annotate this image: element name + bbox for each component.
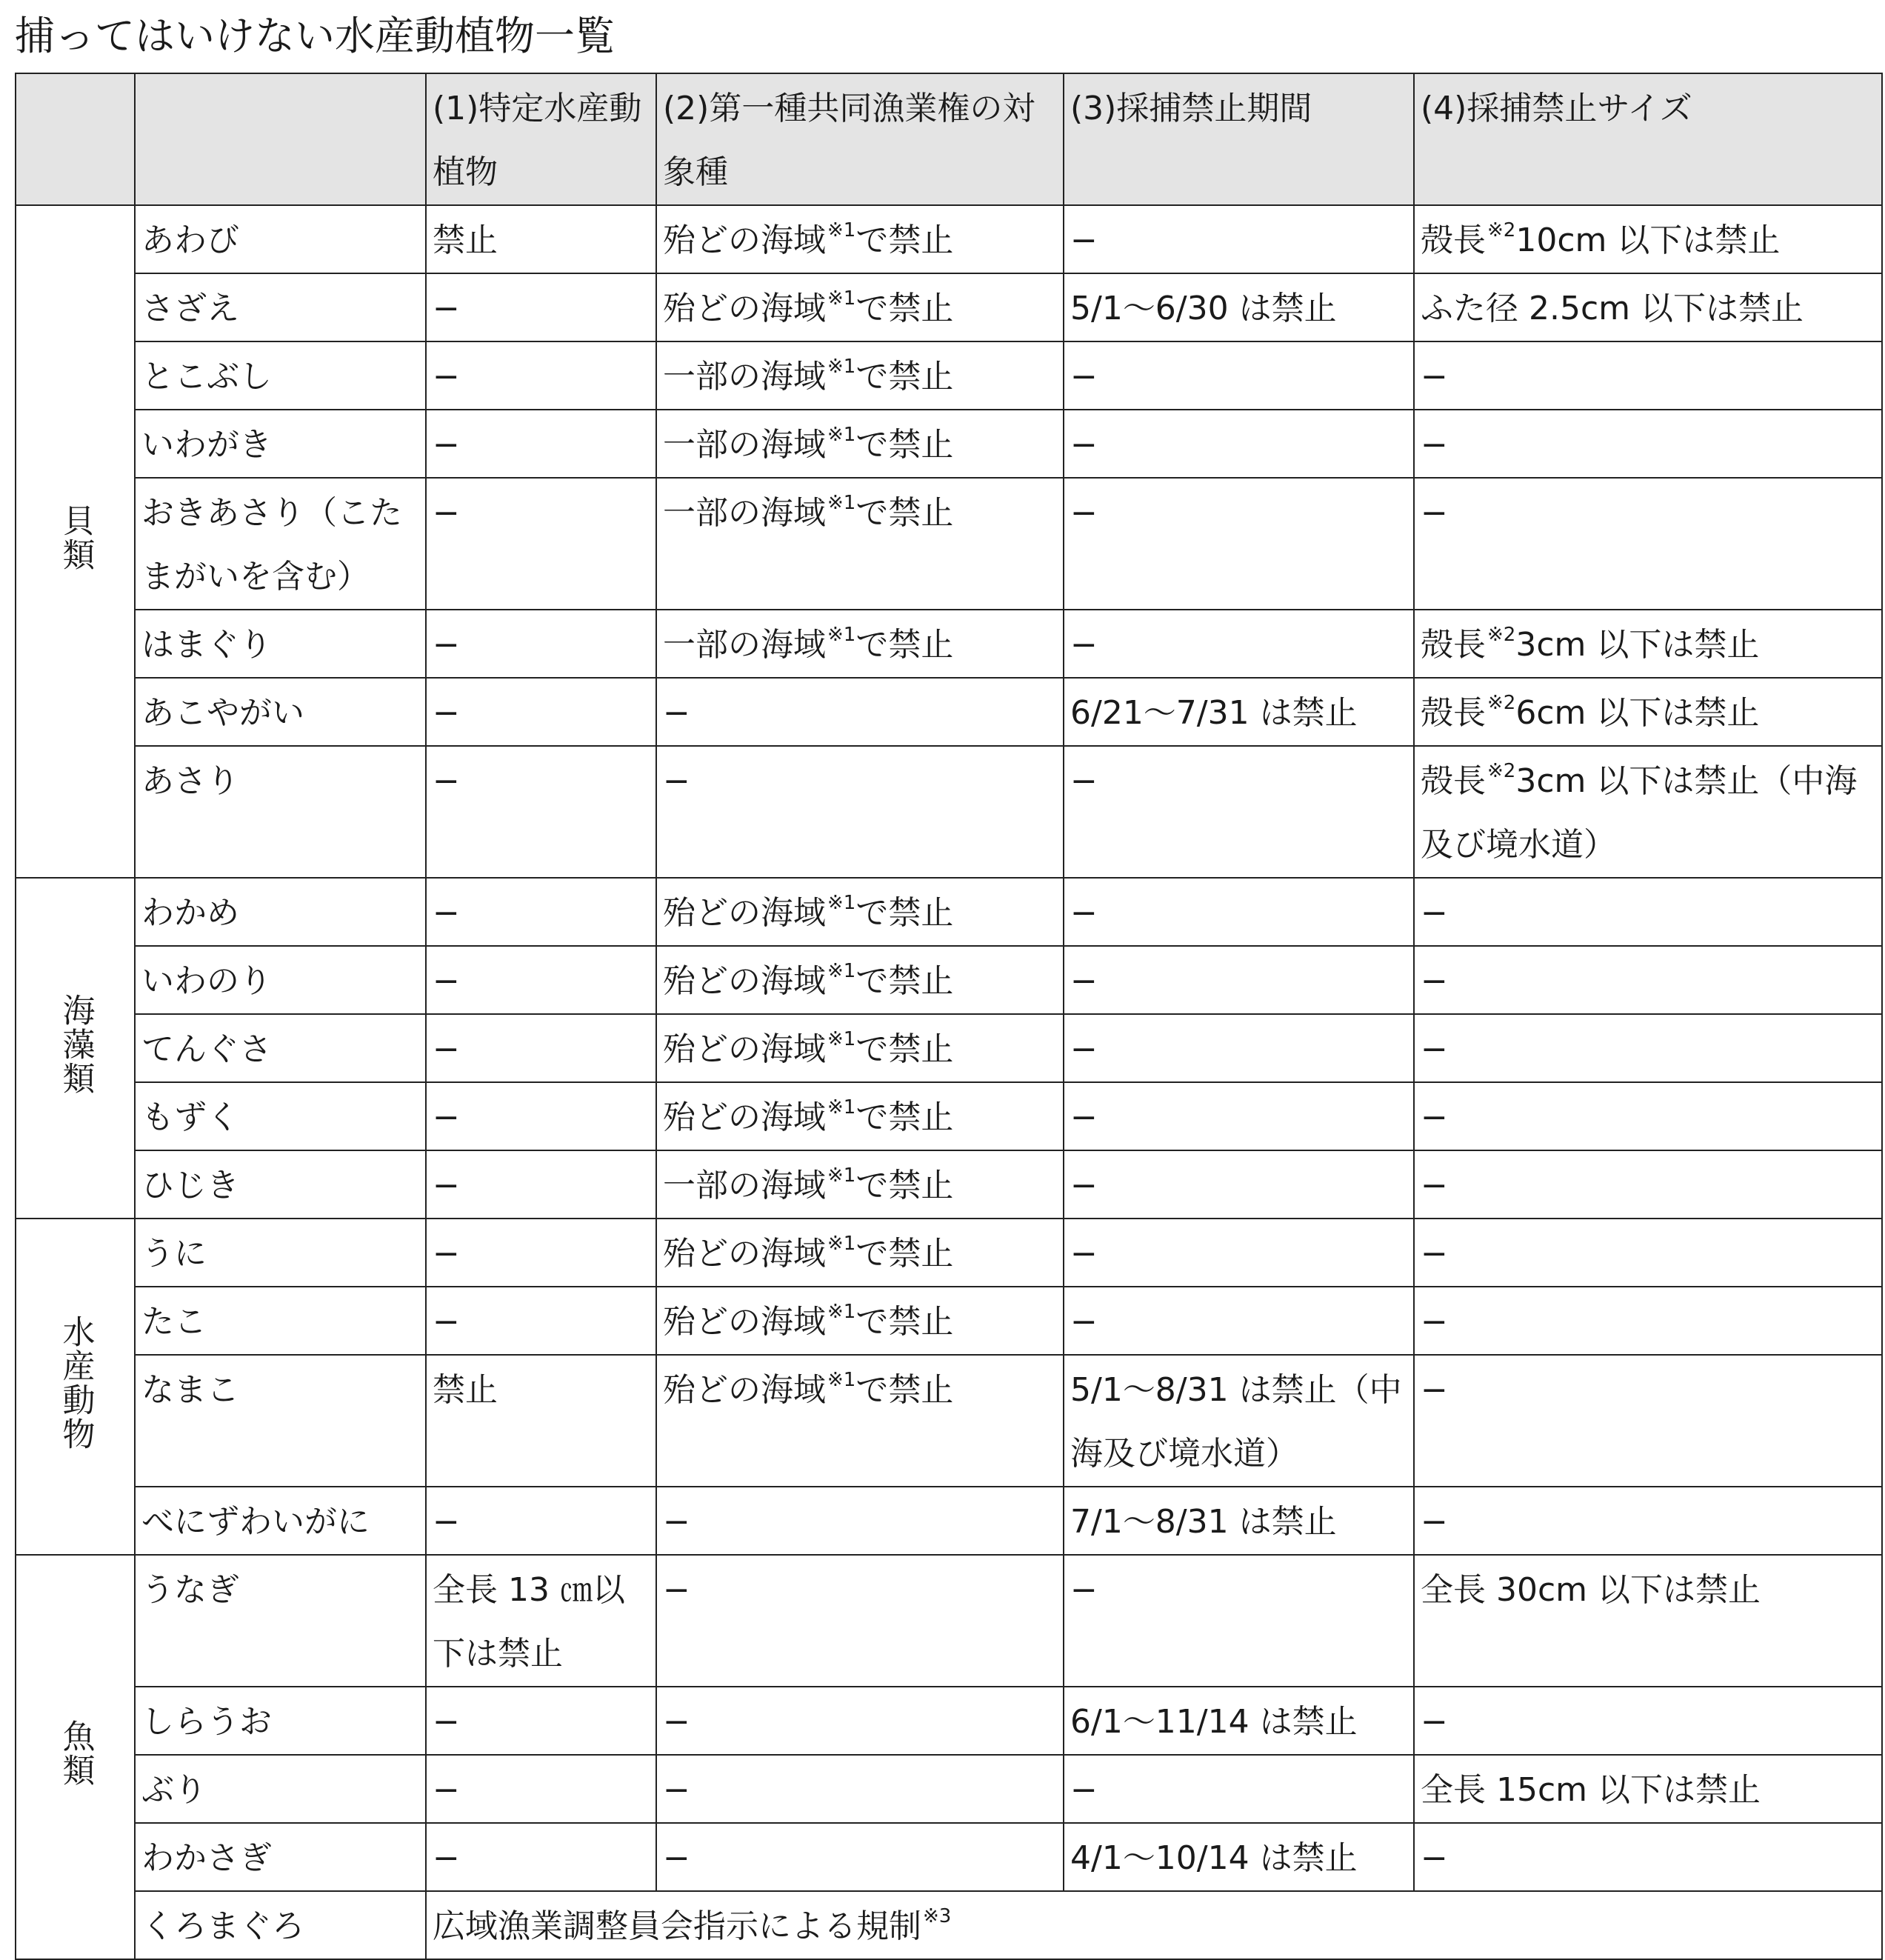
species-name: あわび — [135, 205, 426, 273]
table-row — [16, 746, 1882, 878]
specified-species-cell: − — [426, 1082, 656, 1150]
specified-species-cell: − — [426, 746, 656, 878]
specified-species-cell: 禁止 — [426, 1355, 656, 1487]
fishing-rights-cell — [656, 678, 1064, 746]
fishing-rights-suffix: で禁止 — [855, 1371, 954, 1409]
fishing-rights-cell — [656, 946, 1064, 1014]
fishing-rights-area: 一部の海域 — [663, 426, 826, 464]
specified-species-cell: − — [426, 1487, 656, 1555]
table-row — [16, 341, 1882, 410]
size-limit-cell — [1414, 878, 1882, 946]
header-name — [135, 73, 426, 205]
table-row — [16, 1287, 1882, 1355]
category-label: 海藻類 — [56, 993, 95, 1096]
fishing-rights-suffix: で禁止 — [855, 894, 954, 932]
note-mark: ※3 — [923, 1905, 952, 1927]
size-limit-value: 6cm 以下は禁止 — [1515, 694, 1760, 732]
category-label: 貝類 — [56, 503, 95, 572]
closed-period-cell: − — [1064, 1014, 1414, 1082]
fishing-rights-cell — [656, 410, 1064, 478]
fishing-rights-suffix: で禁止 — [855, 221, 954, 259]
specified-species-cell: − — [426, 610, 656, 678]
table-row — [16, 1219, 1882, 1287]
species-name: いわがき — [135, 410, 426, 478]
note-mark: ※1 — [827, 219, 856, 241]
fishing-rights-area: 殆どの海域 — [663, 1303, 826, 1341]
closed-period-cell: − — [1064, 1755, 1414, 1823]
fishing-rights-suffix: で禁止 — [855, 358, 954, 396]
fishing-rights-suffix: で禁止 — [855, 962, 954, 1000]
size-limit-value: 3cm 以下は禁止（中海及び境水道） — [1421, 762, 1858, 864]
fishing-rights-cell — [656, 1823, 1064, 1891]
size-limit-cell — [1414, 1150, 1882, 1219]
size-limit-cell — [1414, 1487, 1882, 1555]
size-limit-value: − — [1421, 962, 1448, 1000]
specified-species-cell: − — [426, 878, 656, 946]
note-mark: ※1 — [827, 1028, 856, 1050]
fishing-rights-cell — [656, 1082, 1064, 1150]
note-mark: ※1 — [827, 1096, 856, 1119]
fishing-rights-suffix: で禁止 — [855, 1167, 954, 1204]
fishing-rights-suffix: で禁止 — [855, 290, 954, 327]
size-limit-value: − — [1421, 426, 1448, 464]
table-row — [16, 1687, 1882, 1755]
species-name: あさり — [135, 746, 426, 878]
fishing-rights-cell — [656, 205, 1064, 273]
size-limit-value: − — [1421, 1371, 1448, 1409]
closed-period-cell: 6/1〜11/14 は禁止 — [1064, 1687, 1414, 1755]
size-limit-cell — [1414, 410, 1882, 478]
note-mark: ※1 — [827, 1233, 856, 1255]
specified-species-cell: − — [426, 410, 656, 478]
size-limit-value: − — [1421, 494, 1448, 532]
fishing-rights-cell — [656, 1219, 1064, 1287]
fishing-rights-cell — [656, 341, 1064, 410]
specified-species-cell: − — [426, 678, 656, 746]
note-mark: ※1 — [827, 1164, 856, 1187]
specified-species-cell: − — [426, 1150, 656, 1219]
size-limit-value: − — [1421, 1030, 1448, 1068]
species-name: おきあさり（こたまがいを含む） — [135, 478, 426, 610]
fishing-rights-area: 殆どの海域 — [663, 1030, 826, 1068]
size-limit-value: 3cm 以下は禁止 — [1515, 626, 1760, 664]
fishing-rights-cell — [656, 1487, 1064, 1555]
closed-period-cell: 4/1〜10/14 は禁止 — [1064, 1823, 1414, 1891]
fishing-rights-cell — [656, 478, 1064, 610]
size-limit-value: − — [1421, 1503, 1448, 1541]
fishing-rights-area: 殆どの海域 — [663, 1235, 826, 1273]
fishing-rights-area: 殆どの海域 — [663, 290, 826, 327]
fishing-rights-area: 殆どの海域 — [663, 221, 826, 259]
size-limit-value: − — [1421, 358, 1448, 396]
fishing-rights-cell — [656, 610, 1064, 678]
fishing-rights-area: 殆どの海域 — [663, 1371, 826, 1409]
closed-period-cell: − — [1064, 1287, 1414, 1355]
size-limit-cell — [1414, 1755, 1882, 1823]
closed-period-cell: − — [1064, 1555, 1414, 1687]
size-limit-cell — [1414, 273, 1882, 341]
size-limit-value: 全長 30cm 以下は禁止 — [1421, 1571, 1761, 1609]
species-name: しらうお — [135, 1687, 426, 1755]
fishing-rights-area: − — [663, 1703, 690, 1741]
fishing-rights-area: − — [663, 1503, 690, 1541]
fishing-rights-area: 殆どの海域 — [663, 1099, 826, 1136]
specified-species-cell: − — [426, 273, 656, 341]
note-mark: ※1 — [827, 287, 856, 310]
size-limit-cell — [1414, 1082, 1882, 1150]
specified-species-cell: − — [426, 1755, 656, 1823]
size-limit-measure: 殻長 — [1421, 762, 1486, 800]
table-body — [16, 205, 1882, 1959]
fishing-rights-cell — [656, 1755, 1064, 1823]
size-limit-cell — [1414, 1014, 1882, 1082]
table-row — [16, 1823, 1882, 1891]
table-row — [16, 1082, 1882, 1150]
fishing-rights-area: − — [663, 694, 690, 732]
header-size-limit: (4)採捕禁止サイズ — [1414, 73, 1882, 205]
fishing-rights-cell — [656, 1014, 1064, 1082]
closed-period-cell: 7/1〜8/31 は禁止 — [1064, 1487, 1414, 1555]
fishing-rights-cell — [656, 1687, 1064, 1755]
closed-period-cell: 5/1〜8/31 は禁止（中海及び境水道） — [1064, 1355, 1414, 1487]
note-mark: ※2 — [1487, 692, 1516, 714]
specified-species-cell: 全長 13 ㎝以下は禁止 — [426, 1555, 656, 1687]
size-limit-cell — [1414, 1355, 1882, 1487]
size-limit-value: − — [1421, 1099, 1448, 1136]
closed-period-cell: − — [1064, 610, 1414, 678]
fishing-rights-area: − — [663, 1771, 690, 1809]
size-limit-value: 10cm 以下は禁止 — [1515, 221, 1781, 259]
species-name: もずく — [135, 1082, 426, 1150]
specified-species-cell: − — [426, 1287, 656, 1355]
note-mark: ※1 — [827, 492, 856, 514]
species-name: はまぐり — [135, 610, 426, 678]
species-name: うなぎ — [135, 1555, 426, 1687]
closed-period-cell: − — [1064, 1150, 1414, 1219]
fishing-rights-cell — [656, 273, 1064, 341]
fishing-rights-suffix: で禁止 — [855, 1303, 954, 1341]
species-name: わかめ — [135, 878, 426, 946]
fishing-rights-cell — [656, 1555, 1064, 1687]
fishing-rights-area: 一部の海域 — [663, 358, 826, 396]
table-row — [16, 1487, 1882, 1555]
species-name: さざえ — [135, 273, 426, 341]
table-row — [16, 946, 1882, 1014]
size-limit-measure: 殻長 — [1421, 626, 1486, 664]
size-limit-cell — [1414, 341, 1882, 410]
species-name: べにずわいがに — [135, 1487, 426, 1555]
category-fish — [16, 1555, 135, 1959]
note-mark: ※2 — [1487, 624, 1516, 646]
note-mark: ※1 — [827, 624, 856, 646]
size-limit-measure: 殻長 — [1421, 221, 1486, 259]
table-row — [16, 610, 1882, 678]
size-limit-cell — [1414, 746, 1882, 878]
table-row — [16, 273, 1882, 341]
size-limit-value: − — [1421, 1839, 1448, 1877]
table-row — [16, 678, 1882, 746]
header-closed-period: (3)採捕禁止期間 — [1064, 73, 1414, 205]
species-name: ぶり — [135, 1755, 426, 1823]
size-limit-cell — [1414, 610, 1882, 678]
fishing-rights-area: 一部の海域 — [663, 1167, 826, 1204]
regulation-text: 広域漁業調整員会指示による規制 — [433, 1907, 921, 1945]
fishing-rights-suffix: で禁止 — [855, 1099, 954, 1136]
fishing-rights-suffix: で禁止 — [855, 1235, 954, 1273]
table-row — [16, 1891, 1882, 1959]
fishing-rights-cell — [656, 1355, 1064, 1487]
category-label: 魚類 — [56, 1719, 95, 1787]
closed-period-cell: − — [1064, 478, 1414, 610]
table-row — [16, 1555, 1882, 1687]
specified-species-cell: − — [426, 341, 656, 410]
category-seaweed — [16, 878, 135, 1219]
size-limit-cell — [1414, 1287, 1882, 1355]
note-mark: ※1 — [827, 356, 856, 378]
closed-period-cell: − — [1064, 746, 1414, 878]
size-limit-cell — [1414, 1555, 1882, 1687]
size-limit-value: − — [1421, 1703, 1448, 1741]
species-name: とこぶし — [135, 341, 426, 410]
specified-species-cell: − — [426, 1687, 656, 1755]
fishing-rights-area: 殆どの海域 — [663, 962, 826, 1000]
specified-species-cell: − — [426, 478, 656, 610]
species-name: てんぐさ — [135, 1014, 426, 1082]
note-mark: ※1 — [827, 892, 856, 914]
fishing-rights-area: − — [663, 1839, 690, 1877]
fishing-rights-suffix: で禁止 — [855, 626, 954, 664]
note-mark: ※2 — [1487, 219, 1516, 241]
note-mark: ※1 — [827, 960, 856, 982]
closed-period-cell: − — [1064, 1219, 1414, 1287]
closed-period-cell: − — [1064, 410, 1414, 478]
closed-period-cell: − — [1064, 341, 1414, 410]
table-row — [16, 205, 1882, 273]
specified-species-cell: 禁止 — [426, 205, 656, 273]
table-row — [16, 1014, 1882, 1082]
size-limit-value: ふた径 2.5cm 以下は禁止 — [1421, 290, 1804, 327]
size-limit-measure: 殻長 — [1421, 694, 1486, 732]
fishing-rights-suffix: で禁止 — [855, 494, 954, 532]
specified-species-cell: − — [426, 1823, 656, 1891]
header-category — [16, 73, 135, 205]
table-row — [16, 1755, 1882, 1823]
size-limit-cell — [1414, 1687, 1882, 1755]
table-row — [16, 410, 1882, 478]
header-fishing-rights: (2)第一種共同漁業権の対象種 — [656, 73, 1064, 205]
regulation-note — [426, 1891, 1882, 1959]
species-name: あこやがい — [135, 678, 426, 746]
closed-period-cell: − — [1064, 1082, 1414, 1150]
size-limit-cell — [1414, 946, 1882, 1014]
size-limit-cell — [1414, 205, 1882, 273]
table-row — [16, 478, 1882, 610]
size-limit-value: − — [1421, 1303, 1448, 1341]
category-label: 水産動物 — [56, 1314, 95, 1451]
size-limit-cell — [1414, 678, 1882, 746]
species-name: たこ — [135, 1287, 426, 1355]
table-row — [16, 1150, 1882, 1219]
species-name: ひじき — [135, 1150, 426, 1219]
species-name: くろまぐろ — [135, 1891, 426, 1959]
species-name: わかさぎ — [135, 1823, 426, 1891]
specified-species-cell: − — [426, 1219, 656, 1287]
size-limit-value: − — [1421, 1235, 1448, 1273]
closed-period-cell: 6/21〜7/31 は禁止 — [1064, 678, 1414, 746]
species-name: うに — [135, 1219, 426, 1287]
size-limit-cell — [1414, 478, 1882, 610]
page-title: 捕ってはいけない水産動植物一覧 — [15, 13, 615, 59]
note-mark: ※1 — [827, 1369, 856, 1391]
note-mark: ※2 — [1487, 760, 1516, 782]
closed-period-cell: − — [1064, 878, 1414, 946]
size-limit-value: − — [1421, 1167, 1448, 1204]
specified-species-cell: − — [426, 1014, 656, 1082]
fishing-rights-cell — [656, 1287, 1064, 1355]
fishing-rights-area: − — [663, 762, 690, 800]
closed-period-cell: 5/1〜6/30 は禁止 — [1064, 273, 1414, 341]
fishing-rights-cell — [656, 878, 1064, 946]
size-limit-value: 全長 15cm 以下は禁止 — [1421, 1771, 1761, 1809]
fishing-rights-area: 一部の海域 — [663, 626, 826, 664]
fishing-rights-area: 一部の海域 — [663, 494, 826, 532]
fishing-rights-area: 殆どの海域 — [663, 894, 826, 932]
table-row — [16, 1355, 1882, 1487]
note-mark: ※1 — [827, 424, 856, 446]
species-table — [15, 73, 1883, 1960]
fishing-rights-cell — [656, 1150, 1064, 1219]
fishing-rights-suffix: で禁止 — [855, 1030, 954, 1068]
fishing-rights-area: − — [663, 1571, 690, 1609]
closed-period-cell: − — [1064, 946, 1414, 1014]
specified-species-cell: − — [426, 946, 656, 1014]
table-header-row — [16, 73, 1882, 205]
fishing-rights-suffix: で禁止 — [855, 426, 954, 464]
size-limit-value: − — [1421, 894, 1448, 932]
species-name: なまこ — [135, 1355, 426, 1487]
header-specified-species: (1)特定水産動植物 — [426, 73, 656, 205]
species-name: いわのり — [135, 946, 426, 1014]
note-mark: ※1 — [827, 1301, 856, 1323]
fishing-rights-cell — [656, 746, 1064, 878]
size-limit-cell — [1414, 1219, 1882, 1287]
closed-period-cell: − — [1064, 205, 1414, 273]
size-limit-cell — [1414, 1823, 1882, 1891]
table-row — [16, 878, 1882, 946]
category-shellfish — [16, 205, 135, 878]
category-aquatic-animals — [16, 1219, 135, 1555]
